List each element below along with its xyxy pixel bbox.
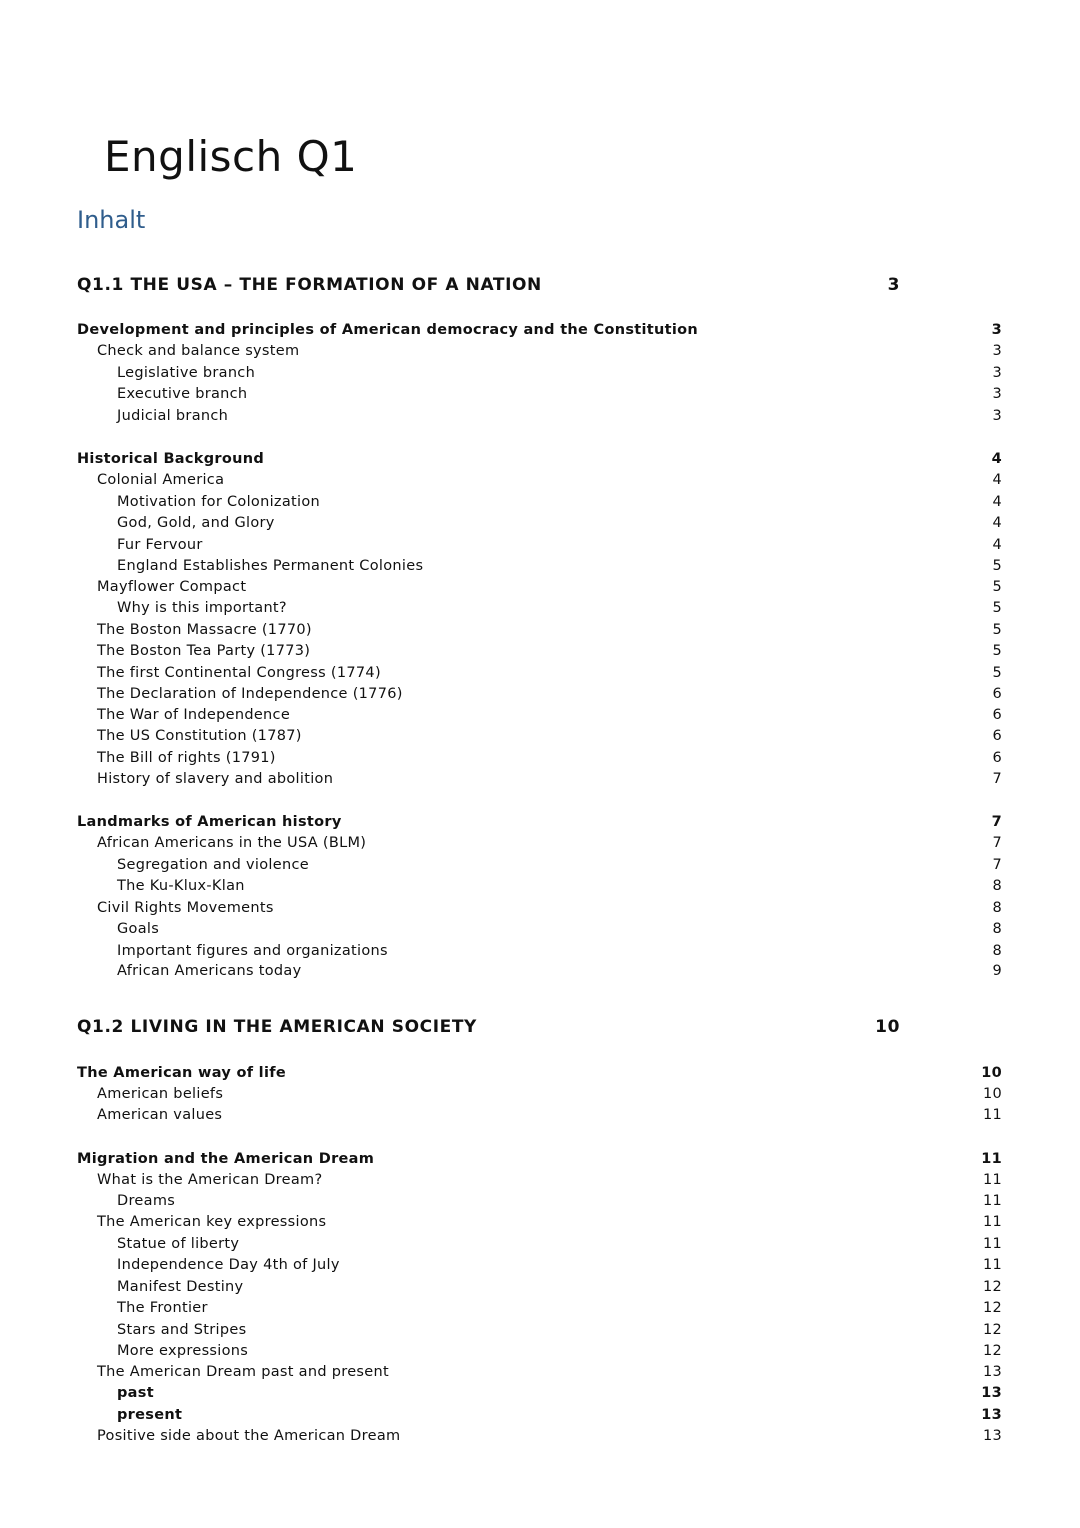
toc-entry[interactable] (0, 1382, 1080, 1404)
toc-entry-label: Important figures and organizations (117, 943, 388, 959)
toc-entry-label: The Boston Tea Party (1773) (97, 643, 311, 659)
toc-entry[interactable] (0, 1340, 1080, 1362)
toc-page-number: 10 (875, 1017, 900, 1037)
toc-entry-label: present (117, 1407, 183, 1423)
toc-entry[interactable] (0, 1148, 1080, 1170)
toc-page-number: 9 (992, 963, 1002, 979)
toc-entry[interactable] (0, 1361, 1080, 1383)
toc-entry-label: Independence Day 4th of July (117, 1257, 340, 1273)
toc-entry-label: Manifest Destiny (117, 1279, 244, 1295)
toc-entry-label: The first Continental Congress (1774) (97, 665, 381, 681)
toc-entry-label: Legislative branch (117, 365, 256, 381)
toc-entry[interactable] (0, 662, 1080, 684)
toc-page-number: 11 (982, 1214, 1002, 1230)
toc-entry-label: The American key expressions (97, 1214, 327, 1230)
toc-entry[interactable] (0, 491, 1080, 513)
toc-entry-label: Q1.1 THE USA – THE FORMATION OF A NATION (77, 275, 542, 295)
toc-entry[interactable] (0, 1190, 1080, 1212)
toc-page-number: 7 (992, 771, 1002, 787)
toc-page-number: 4 (992, 515, 1002, 531)
toc-entry[interactable] (0, 1297, 1080, 1319)
toc-entry-label: God, Gold, and Glory (117, 515, 275, 531)
toc-page-number: 6 (992, 707, 1002, 723)
toc-entry[interactable] (0, 619, 1080, 641)
toc-entry[interactable] (0, 1211, 1080, 1233)
toc-page-number: 11 (982, 1236, 1002, 1252)
toc-page-number: 10 (982, 1086, 1002, 1102)
toc-entry[interactable] (0, 1425, 1080, 1447)
toc-entry[interactable] (0, 704, 1080, 726)
toc-entry-label: Q1.2 LIVING IN THE AMERICAN SOCIETY (77, 1017, 477, 1037)
toc-entry[interactable] (0, 383, 1080, 405)
toc-entry-label: Positive side about the American Dream (97, 1428, 401, 1444)
toc-entry-label: African Americans today (117, 963, 302, 979)
toc-entry[interactable] (0, 1319, 1080, 1341)
toc-entry-label: Civil Rights Movements (97, 900, 274, 916)
toc-entry[interactable] (0, 597, 1080, 619)
toc-section[interactable] (0, 274, 1080, 296)
toc-page-number: 7 (991, 814, 1002, 830)
toc-entry[interactable] (0, 897, 1080, 919)
toc-entry-label: The Ku-Klux-Klan (117, 878, 245, 894)
toc-entry[interactable] (0, 747, 1080, 769)
toc-page-number: 11 (982, 1193, 1002, 1209)
toc-page-number: 12 (982, 1343, 1002, 1359)
toc-entry[interactable] (0, 1404, 1080, 1426)
toc-entry[interactable] (0, 832, 1080, 854)
toc-entry-label: The War of Independence (97, 707, 291, 723)
toc-entry-label: Historical Background (77, 451, 265, 467)
toc-entry-label: Migration and the American Dream (77, 1151, 375, 1167)
toc-entry-label: The US Constitution (1787) (97, 728, 302, 744)
toc-page-number: 6 (992, 750, 1002, 766)
toc-entry-label: More expressions (117, 1343, 249, 1359)
toc-entry[interactable] (0, 875, 1080, 897)
toc-entry-label: The Bill of rights (1791) (97, 750, 276, 766)
toc-entry[interactable] (0, 405, 1080, 427)
toc-page-number: 8 (992, 900, 1002, 916)
toc-entry-label: Statue of liberty (117, 1236, 240, 1252)
toc-entry[interactable] (0, 1233, 1080, 1255)
toc-page-number: 3 (992, 343, 1002, 359)
toc-entry[interactable] (0, 555, 1080, 577)
toc-page-number: 8 (992, 921, 1002, 937)
toc-entry[interactable] (0, 448, 1080, 470)
toc-entry-label: American values (97, 1107, 223, 1123)
toc-page-number: 12 (982, 1322, 1002, 1338)
toc-entry-label: Fur Fervour (117, 537, 203, 553)
toc-entry[interactable] (0, 1254, 1080, 1276)
toc-entry[interactable] (0, 340, 1080, 362)
toc-entry-label: Why is this important? (117, 600, 287, 616)
toc-page-number: 11 (982, 1107, 1002, 1123)
toc-page-number: 3 (992, 408, 1002, 424)
toc-entry-label: Mayflower Compact (97, 579, 247, 595)
toc-page-number: 13 (982, 1364, 1002, 1380)
toc-page-number: 3 (992, 386, 1002, 402)
toc-page-number: 8 (992, 943, 1002, 959)
toc-page-number: 5 (992, 600, 1002, 616)
toc-page-number: 11 (982, 1257, 1002, 1273)
toc-page-number: 3 (992, 365, 1002, 381)
toc-entry[interactable] (0, 1276, 1080, 1298)
toc-entry-label: The Boston Massacre (1770) (97, 622, 312, 638)
toc-page-number: 3 (991, 322, 1002, 338)
toc-entry-label: The American Dream past and present (97, 1364, 389, 1380)
toc-entry-label: The Declaration of Independence (1776) (97, 686, 403, 702)
toc-entry[interactable] (0, 1169, 1080, 1191)
toc-entry-label: American beliefs (97, 1086, 224, 1102)
toc-entry[interactable] (0, 576, 1080, 598)
toc-entry-label: Judicial branch (117, 408, 229, 424)
toc-page-number: 10 (981, 1065, 1002, 1081)
toc-entry[interactable] (0, 512, 1080, 534)
toc-entry[interactable] (0, 1104, 1080, 1126)
toc-page-number: 11 (982, 1172, 1002, 1188)
toc-entry-label: Colonial America (97, 472, 225, 488)
toc-entry[interactable] (0, 1062, 1080, 1084)
toc-page-number: 4 (991, 451, 1002, 467)
toc-page-number: 13 (982, 1428, 1002, 1444)
toc-page-number: 5 (992, 579, 1002, 595)
toc-section[interactable] (0, 1016, 1080, 1038)
toc-page-number: 11 (981, 1151, 1002, 1167)
toc-entry-label: Motivation for Colonization (117, 494, 320, 510)
toc-entry[interactable] (0, 362, 1080, 384)
toc-page-number: 4 (992, 472, 1002, 488)
toc-entry[interactable] (0, 1083, 1080, 1105)
toc-entry-label: The Frontier (117, 1300, 208, 1316)
toc-entry[interactable] (0, 319, 1080, 341)
toc-page-number: 4 (992, 537, 1002, 553)
toc-page-number: 6 (992, 728, 1002, 744)
toc-entry-label: African Americans in the USA (BLM) (97, 835, 367, 851)
toc-entry-label: Goals (117, 921, 160, 937)
toc-page-number: 5 (992, 558, 1002, 574)
toc-entry-label: past (117, 1385, 154, 1401)
toc-entry-label: History of slavery and abolition (97, 771, 334, 787)
toc-entry-label: Stars and Stripes (117, 1322, 247, 1338)
toc-entry-label: The American way of life (77, 1065, 286, 1081)
toc-entry-label: Dreams (117, 1193, 176, 1209)
toc-entry[interactable] (0, 640, 1080, 662)
toc-entry[interactable] (0, 768, 1080, 790)
toc-page-number: 13 (981, 1407, 1002, 1423)
toc-entry[interactable] (0, 811, 1080, 833)
toc-entry[interactable] (0, 725, 1080, 747)
toc-entry[interactable] (0, 534, 1080, 556)
toc-page-number: 3 (887, 275, 900, 295)
toc-page-number: 4 (992, 494, 1002, 510)
toc-page-number: 5 (992, 665, 1002, 681)
toc-entry-label: England Establishes Permanent Colonies (117, 558, 424, 574)
toc-entry[interactable] (0, 940, 1080, 962)
toc-entry-label: Landmarks of American history (77, 814, 342, 830)
toc-page-number: 13 (981, 1385, 1002, 1401)
toc-entry-label: Check and balance system (97, 343, 300, 359)
toc-page-number: 12 (982, 1300, 1002, 1316)
toc-page-number: 7 (992, 857, 1002, 873)
toc-entry[interactable] (0, 854, 1080, 876)
toc-page-number: 5 (992, 643, 1002, 659)
toc-page-number: 8 (992, 878, 1002, 894)
toc-entry-label: Development and principles of American democracy and the Constitution (77, 322, 699, 338)
toc-entry-label: What is the American Dream? (97, 1172, 323, 1188)
toc-page-number: 12 (982, 1279, 1002, 1295)
toc-entry[interactable] (0, 469, 1080, 491)
toc-page-number: 5 (992, 622, 1002, 638)
toc-heading: Inhalt (77, 206, 146, 234)
page-title: Englisch Q1 (104, 132, 358, 181)
toc-entry[interactable] (0, 960, 1080, 982)
toc-entry[interactable] (0, 683, 1080, 705)
toc-entry[interactable] (0, 918, 1080, 940)
toc-page-number: 6 (992, 686, 1002, 702)
toc-entry-label: Segregation and violence (117, 857, 309, 873)
toc-page-number: 7 (992, 835, 1002, 851)
toc-entry-label: Executive branch (117, 386, 248, 402)
